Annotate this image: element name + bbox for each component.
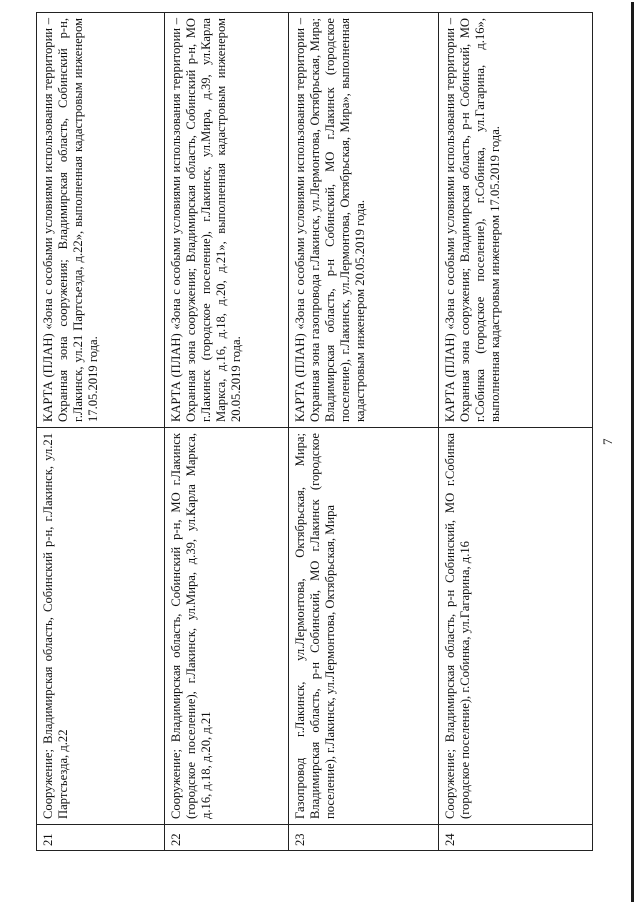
- row-number: 21: [37, 825, 165, 851]
- table-row: [289, 13, 439, 851]
- table-row: [37, 13, 165, 851]
- object-description: Сооружение; Владимирская область, р-н Собинский, МО г.Собинка (городское поселение), г.Собинка, ул.Гагарина, д.16: [439, 428, 593, 825]
- object-description: Газопровод г.Лакинск, ул.Лермонтова, Октябрьская, Мира; Владимирская область, р-н Собинский, МО г.Лакинск (городское поселение), г.Лакинск, ул.Лермонтова, Октябрьская, Мира: [289, 428, 439, 825]
- document-description: КАРТА (ПЛАН) «Зона с особыми условиями использования территории – Охранная зона сооружения; Владимирская область, Собинский р-н, г.Лакинск, ул.21 Партсъезда, д.22», выполненная кадастровым инженером 17.05.2019 года.: [37, 13, 165, 428]
- document-description: КАРТА (ПЛАН) «Зона с особыми условиями использования территории – Охранная зона сооружения; Владимирская область, Собинский р-н, МО г.Лакинск (городское поселение), г.Лакинск, ул.Мира, д.39, ул.Карла Маркса, д.16, д.18, д.20, д.21», выполненная кадастровым инженером 20.05.2019 года.: [165, 13, 289, 428]
- row-number: 23: [289, 825, 439, 851]
- object-description: Сооружение; Владимирская область, Собинский р-н, МО г.Лакинск (городское поселение), г.Лакинск, ул.Мира, д.39, ул.Карла Маркса, д.16, д.18, д.20, д.21: [165, 428, 289, 825]
- document-description: КАРТА (ПЛАН) «Зона с особыми условиями использования территории – Охранная зона сооружения; Владимирская область, р-н Собинский, МО г.Собинка (городское поселение), г.Собинка, ул.Гагарина, д.16», выполненная кадастровым инженером 17.05.2019 года.: [439, 13, 593, 428]
- registry-table: [36, 12, 593, 851]
- table-row: [439, 13, 593, 851]
- object-description: Сооружение; Владимирская область, Собинский р-н, г.Лакинск, ул.21 Партсъезда, д.22: [37, 428, 165, 825]
- row-number: 22: [165, 825, 289, 851]
- document-description: КАРТА (ПЛАН) «Зона с особыми условиями использования территории – Охранная зона газопровода г.Лакинск, ул.Лермонтова, Октябрьская, Мира; Владимирская область, р-н Собинский, МО г.Лакинск (городское поселение), г.Лакинск, ул.Лермонтова, Октябрьская, Мира», выполненная кадастровым инженером 20.05.2019 года.: [289, 13, 439, 428]
- page-number: 7: [600, 438, 615, 445]
- row-number: 24: [439, 825, 593, 851]
- table-row: [165, 13, 289, 851]
